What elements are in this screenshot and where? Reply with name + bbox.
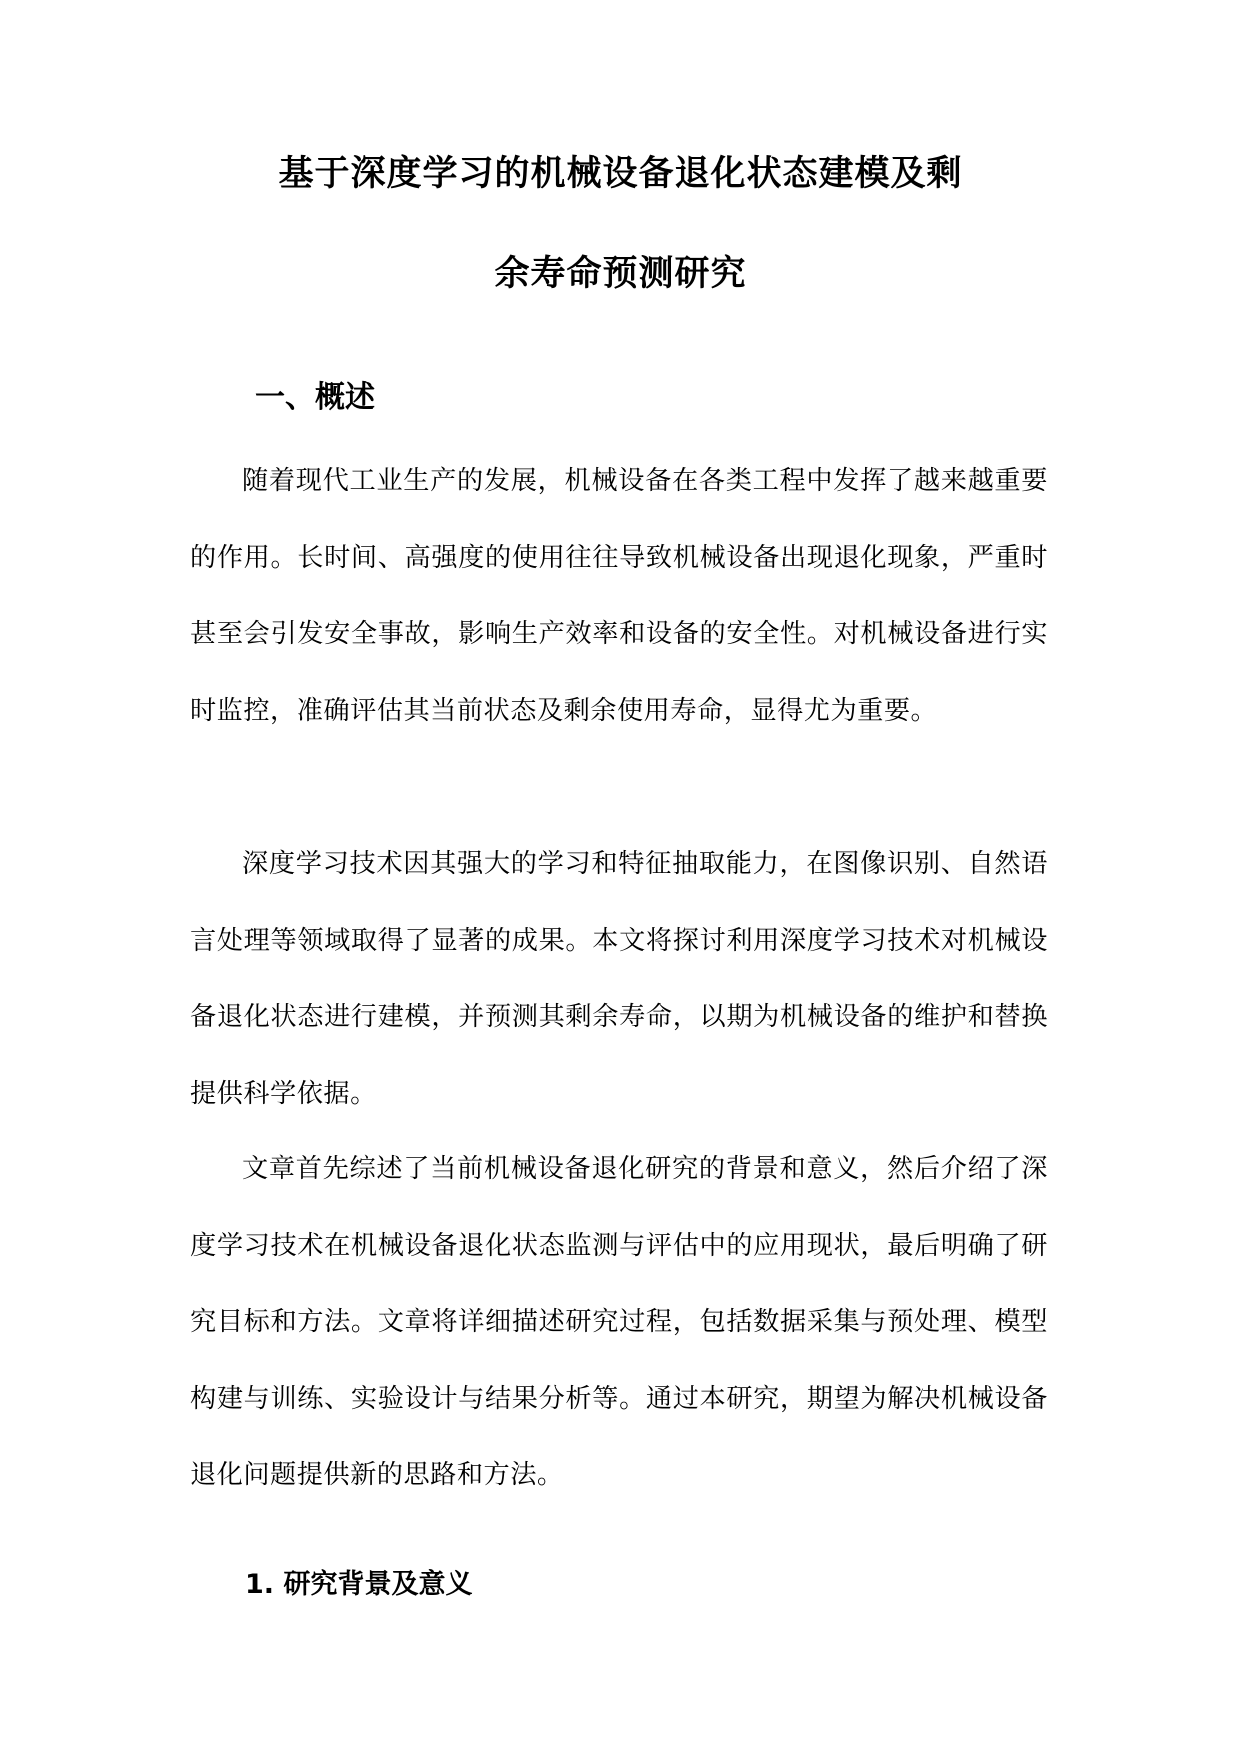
document-title-line-2: 余寿命预测研究	[494, 254, 747, 294]
paragraph-3: 文章首先综述了当前机械设备退化研究的背景和意义，然后介绍了深度学习技术在机械设备退化状态监测与评估中的应用现状，最后明确了研究目标和方法。文章将详细描述研究过程，包括数据采集与预处理、模型构建与训练、实验设计与结果分析等。通过本研究，期望为解决机械设备退化问题提供新的思路和方法。	[190, 1154, 1048, 1490]
subsection-heading-background: 1. 研究背景及意义	[245, 1569, 473, 1600]
paragraph-1: 随着现代工业生产的发展，机械设备在各类工程中发挥了越来越重要的作用。长时间、高强度的使用往往导致机械设备出现退化现象，严重时甚至会引发安全事故，影响生产效率和设备的安全性。对机械设备进行实时监控，准确评估其当前状态及剩余使用寿命，显得尤为重要。	[190, 466, 1048, 726]
section-heading-overview: 一、概述	[255, 380, 375, 415]
document-title-line-1: 基于深度学习的机械设备退化状态建模及剩	[278, 154, 963, 194]
paragraph-2: 深度学习技术因其强大的学习和特征抽取能力，在图像识别、自然语言处理等领域取得了显著的成果。本文将探讨利用深度学习技术对机械设备退化状态进行建模，并预测其剩余寿命，以期为机械设备的维护和替换提供科学依据。	[190, 849, 1048, 1109]
